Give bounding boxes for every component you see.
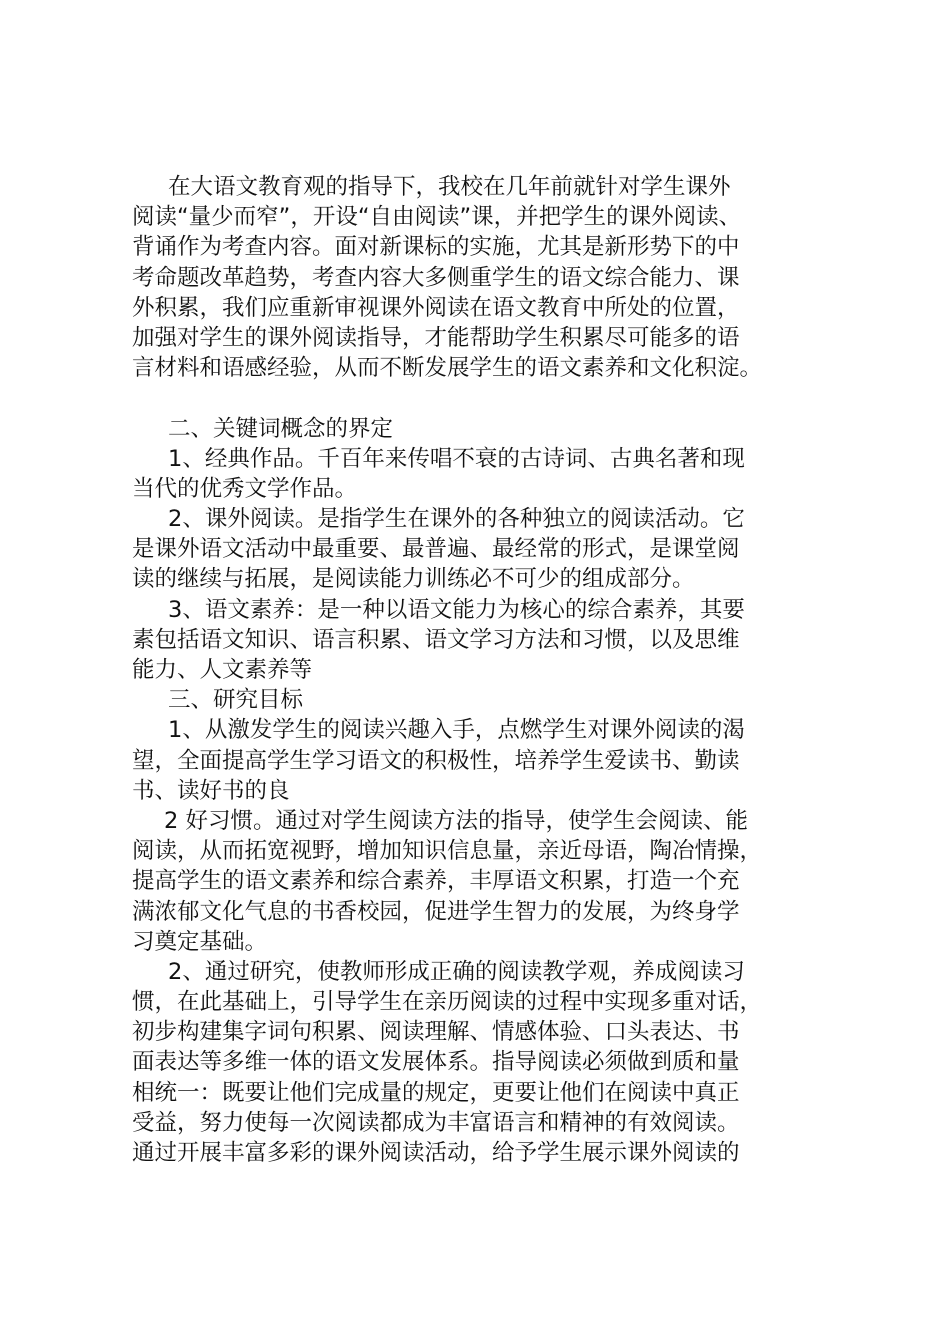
definition-extracurricular-reading bbox=[132, 504, 832, 595]
text-line: 初步构建集字词句积累、阅读理解、情感体验、口头表达、书 bbox=[132, 1019, 740, 1046]
text-line: 读的继续与拓展，是阅读能力训练必不可少的组成部分。 bbox=[132, 566, 695, 593]
text-line: 在大语文教育观的指导下，我校在几年前就针对学生课外 bbox=[168, 174, 731, 200]
goal-one-continued bbox=[132, 806, 832, 957]
text-line: 2、通过研究，使教师形成正确的阅读教学观，养成阅读习 bbox=[168, 958, 745, 985]
text-line: 书、读好书的良 bbox=[132, 777, 290, 804]
text-line: 习奠定基础。 bbox=[132, 928, 268, 955]
text-line: 提高学生的语文素养和综合素养，丰厚语文积累，打造一个充 bbox=[132, 868, 740, 895]
document-body bbox=[132, 172, 832, 1168]
text-line: 是课外语文活动中最重要、最普遍、最经常的形式，是课堂阅 bbox=[132, 536, 740, 563]
text-line: 1、从激发学生的阅读兴趣入手，点燃学生对课外阅读的渴 bbox=[168, 717, 745, 744]
text-line: 相统一：既要让他们完成量的规定，更要让他们在阅读中真正 bbox=[132, 1079, 740, 1106]
text-line: 通过开展丰富多彩的课外阅读活动，给予学生展示课外阅读的 bbox=[132, 1140, 740, 1166]
paragraph-spacer bbox=[132, 383, 832, 413]
text-line: 当代的优秀文学作品。 bbox=[132, 475, 358, 502]
definition-classic-works bbox=[132, 444, 832, 504]
text-line: 面表达等多维一体的语文发展体系。指导阅读必须做到质和量 bbox=[132, 1049, 740, 1076]
text-line: 素包括语文知识、语言积累、语文学习方法和习惯，以及思维 bbox=[132, 626, 740, 653]
text-line: 满浓郁文化气息的书香校园，促进学生智力的发展，为终身学 bbox=[132, 898, 740, 925]
goal-two bbox=[132, 957, 832, 1168]
section-heading-keywords: 二、关键词概念的界定 bbox=[168, 415, 394, 442]
definition-literacy bbox=[132, 595, 832, 686]
text-line: 受益，努力使每一次阅读都成为丰富语言和精神的有效阅读。 bbox=[132, 1109, 740, 1136]
text-line: 3、语文素养：是一种以语文能力为核心的综合素养，其要 bbox=[168, 596, 745, 623]
goal-one bbox=[132, 715, 832, 806]
text-line: 2、课外阅读。是指学生在课外的各种独立的阅读活动。它 bbox=[168, 506, 745, 533]
text-line: 加强对学生的课外阅读指导，才能帮助学生积累尽可能多的语 bbox=[132, 324, 740, 351]
text-line: 阅读，从而拓宽视野，增加知识信息量，亲近母语，陶冶情操， bbox=[132, 838, 763, 865]
text-line: 阅读“量少而窄”，开设“自由阅读”课，并把学生的课外阅读、 bbox=[132, 204, 742, 231]
text-line: 言材料和语感经验，从而不断发展学生的语文素养和文化积淀。 bbox=[132, 355, 763, 382]
paragraph-background bbox=[132, 172, 832, 383]
section-heading-goals: 三、研究目标 bbox=[168, 687, 304, 714]
text-line: 1、经典作品。千百年来传唱不衰的古诗词、古典名著和现 bbox=[168, 445, 745, 472]
text-line: 望，全面提高学生学习语文的积极性，培养学生爱读书、勤读 bbox=[132, 747, 740, 774]
text-line: 考命题改革趋势，考查内容大多侧重学生的语文综合能力、课 bbox=[132, 264, 740, 291]
text-line: 背诵作为考查内容。面对新课标的实施，尤其是新形势下的中 bbox=[132, 234, 740, 261]
text-line: 2 好习惯。通过对学生阅读方法的指导，使学生会阅读、能 bbox=[164, 807, 748, 834]
text-line: 能力、人文素养等 bbox=[132, 657, 313, 683]
text-line: 外积累，我们应重新审视课外阅读在语文教育中所处的位置， bbox=[132, 294, 740, 321]
text-line: 惯，在此基础上，引导学生在亲历阅读的过程中实现多重对话， bbox=[132, 989, 763, 1016]
